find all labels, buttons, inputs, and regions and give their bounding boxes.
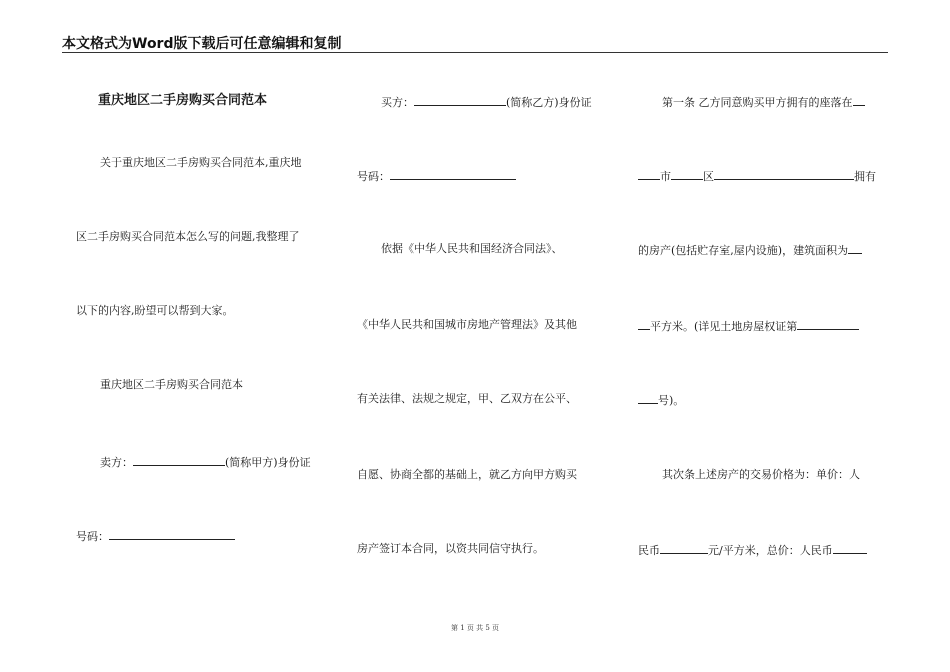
seller-id-blank (109, 528, 235, 540)
certificate-suffix: 号)。 (658, 394, 685, 407)
buyer-id-blank (390, 168, 516, 180)
header-notice: 本文格式为Word版下载后可任意编辑和复制 (62, 36, 342, 52)
body-line-4: 自愿、协商全都的基础上，就乙方向甲方购买 (357, 468, 577, 481)
body-line-3: 有关法律、法规之规定，甲、乙双方在公平、 (357, 392, 577, 405)
area-text: 的房产(包括贮存室,屋内设施)，建筑面积为 (638, 244, 849, 257)
buyer-line (381, 94, 592, 110)
certificate-text: 平方米。(详见土地房屋权证第 (650, 320, 798, 333)
intro-line-3: 以下的内容,盼望可以帮到大家。 (76, 304, 234, 317)
location-blank (853, 94, 865, 106)
article-1-line-2 (638, 168, 876, 184)
buyer-suffix: (简称乙方)身份证 (506, 96, 592, 109)
article-1-text: 第一条 乙方同意购买甲方拥有的座落在 (662, 96, 853, 109)
article-1-line-5 (638, 392, 684, 408)
article-2-line-2 (638, 542, 867, 558)
body-line-5: 房产签订本合同，以资共同信守执行。 (357, 542, 544, 555)
unit-price-blank (660, 542, 708, 554)
subtitle: 重庆地区二手房购买合同范本 (100, 378, 243, 391)
page-footer: 第 1 页 共 5 页 (450, 624, 500, 632)
certificate-blank-2 (638, 392, 658, 404)
buyer-id-line (357, 168, 516, 184)
certificate-blank (797, 318, 859, 330)
article-2-line-1: 其次条上述房产的交易价格为：单价：人 (662, 468, 860, 481)
buyer-name-blank (414, 94, 506, 106)
area-blank-2 (638, 318, 650, 330)
city-blank (638, 168, 660, 180)
document-header (62, 30, 888, 53)
column-1 (76, 80, 326, 600)
seller-line (100, 454, 311, 470)
column-2 (357, 80, 602, 600)
owned-label: 拥有 (854, 170, 876, 183)
page-title: 重庆地区二手房购买合同范本 (98, 93, 268, 108)
buyer-label: 买方： (381, 96, 414, 109)
article-1-line-3 (638, 242, 862, 258)
intro-line-2: 区二手房购买合同范本怎么写的问题,我整理了 (76, 230, 300, 243)
district-label: 区 (703, 170, 714, 183)
seller-suffix: (简称甲方)身份证 (225, 456, 311, 469)
currency-label: 民币 (638, 544, 660, 557)
article-1-line-1 (662, 94, 865, 110)
intro-line-1: 关于重庆地区二手房购买合同范本,重庆地 (100, 156, 302, 169)
address-blank (714, 168, 854, 180)
article-1-line-4 (638, 318, 859, 334)
seller-id-label: 号码： (76, 530, 109, 543)
seller-id-line (76, 528, 235, 544)
column-3 (638, 80, 888, 600)
area-blank (848, 242, 862, 254)
body-line-1: 依据《中华人民共和国经济合同法》、 (381, 242, 563, 255)
city-label: 市 (660, 170, 671, 183)
body-line-2: 《中华人民共和国城市房地产管理法》及其他 (357, 318, 577, 331)
buyer-id-label: 号码： (357, 170, 390, 183)
total-price-blank (833, 542, 867, 554)
price-text: 元/平方米，总价：人民币 (708, 544, 833, 557)
seller-name-blank (133, 454, 225, 466)
seller-label: 卖方： (100, 456, 133, 469)
district-blank (671, 168, 703, 180)
